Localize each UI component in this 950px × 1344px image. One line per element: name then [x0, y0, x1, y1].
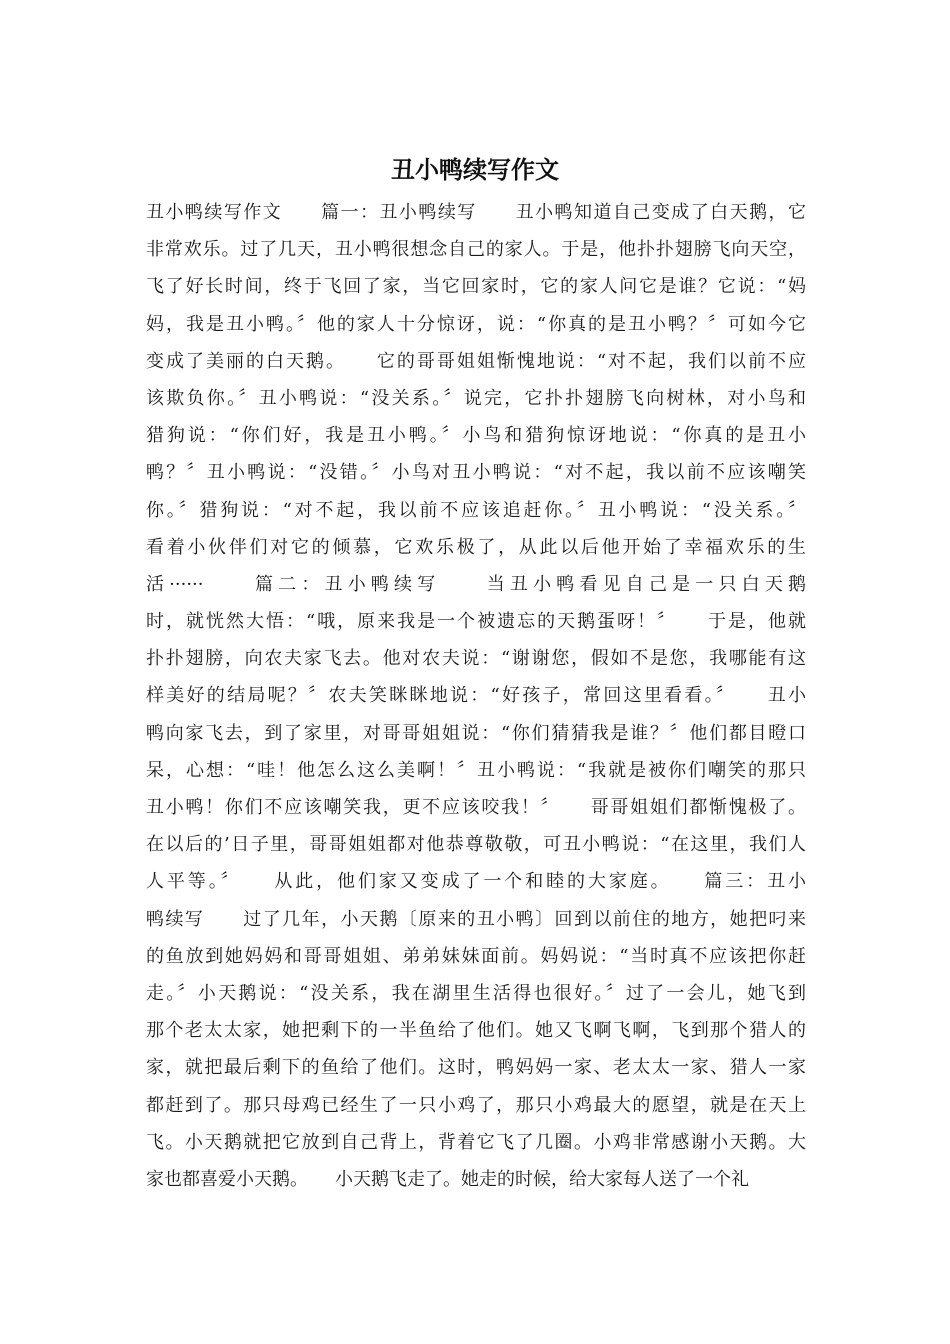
text-line: 猎狗说：“你们好，我是丑小鸭。〞小鸟和猎狗惊讶地说：“你真的是丑小 — [146, 425, 806, 447]
text-line: 呆，心想：“哇！他怎么这么美啊！〞丑小鸭说：“我就是被你们嘲笑的那只 — [146, 759, 806, 781]
text-line: 在以后的’日子里，哥哥姐姐都对他恭尊敬敬，可丑小鸭说：“在这里，我们人 — [146, 834, 806, 856]
text-line: 飞了好长时间，终于飞回了家，当它回家时，它的家人问它是谁？它说：“妈 — [146, 276, 806, 298]
text-line: 样美好的结局呢？〞农夫笑眯眯地说：“好孩子，常回这里看看。〞 丑小 — [146, 685, 806, 707]
text-line: 都赶到了。那只母鸡已经生了一只小鸡了，那只小鸡最大的愿望，就是在天上 — [146, 1094, 806, 1116]
text-line: 妈，我是丑小鸭。〞他的家人十分惊讶，说：“你真的是丑小鸭？〞可如今它 — [146, 313, 806, 335]
text-line: 看着小伙伴们对它的倾慕，它欢乐极了，从此以后他开始了幸福欢乐的生 — [146, 536, 806, 558]
text-line: 的鱼放到她妈妈和哥哥姐姐、弟弟妹妹面前。妈妈说：“当时真不应该把你赶 — [146, 945, 806, 967]
text-line: 鸭？〞丑小鸭说：“没错。〞小鸟对丑小鸭说：“对不起，我以前不应该嘲笑 — [146, 462, 806, 484]
document-title: 丑小鸭续写作文 — [391, 155, 559, 184]
text-line: 那个老太太家，她把剩下的一半鱼给了他们。她又飞啊飞啊，飞到那个猎人的 — [146, 1020, 806, 1042]
text-line: 丑小鸭续写作文 篇一：丑小鸭续写 丑小鸭知道自己变成了白天鹅，它 — [146, 202, 806, 223]
text-line: 该欺负你。〞丑小鸭说：“没关系。〞说完，它扑扑翅膀飞向树林，对小鸟和 — [146, 387, 806, 409]
text-line: 你。〞猎狗说：“对不起，我以前不应该追赶你。〞丑小鸭说：“没关系。〞 — [146, 499, 806, 521]
text-line: 时，就恍然大悟：“哦，原来我是一个被遗忘的天鹅蛋呀！〞 于是，他就 — [146, 611, 806, 633]
text-line: 变成了美丽的白天鹅。 它的哥哥姐姐惭愧地说：“对不起，我们以前不应 — [146, 350, 806, 372]
text-line: 扑扑翅膀，向农夫家飞去。他对农夫说：“谢谢您，假如不是您，我哪能有这 — [146, 648, 806, 670]
text-line: 丑小鸭！你们不应该嘲笑我，更不应该咬我！〞 哥哥姐姐们都惭愧极了。 — [146, 797, 806, 818]
text-line: 非常欢乐。过了几天，丑小鸭很想念自己的家人。于是，他扑扑翅膀飞向天空， — [146, 239, 806, 261]
document-body — [146, 194, 806, 1198]
text-line: 飞。小天鹅就把它放到自己背上，背着它飞了几圈。小鸡非常感谢小天鹅。大 — [146, 1131, 806, 1153]
text-line: 人平等。〞 从此，他们家又变成了一个和睦的大家庭。 篇三：丑小 — [146, 871, 806, 893]
text-line: 鸭续写 过了几年，小天鹅〔原来的丑小鸭〕回到以前住的地方，她把叼来 — [146, 908, 806, 930]
text-line: 鸭向家飞去，到了家里，对哥哥姐姐说：“你们猜猜我是谁？〞他们都目瞪口 — [146, 722, 806, 744]
text-line: 活······ 篇二：丑小鸭续写 当丑小鸭看见自己是一只白天鹅 — [146, 573, 806, 595]
text-line: 家，就把最后剩下的鱼给了他们。这时，鸭妈妈一家、老太太一家、猎人一家 — [146, 1057, 806, 1079]
text-line: 走。〞小天鹅说：“没关系，我在湖里生活得也很好。〞过了一会儿，她飞到 — [146, 982, 806, 1004]
text-line: 家也都喜爱小天鹅。 小天鹅飞走了。她走的时候，给大家每人送了一个礼 — [146, 1168, 749, 1190]
